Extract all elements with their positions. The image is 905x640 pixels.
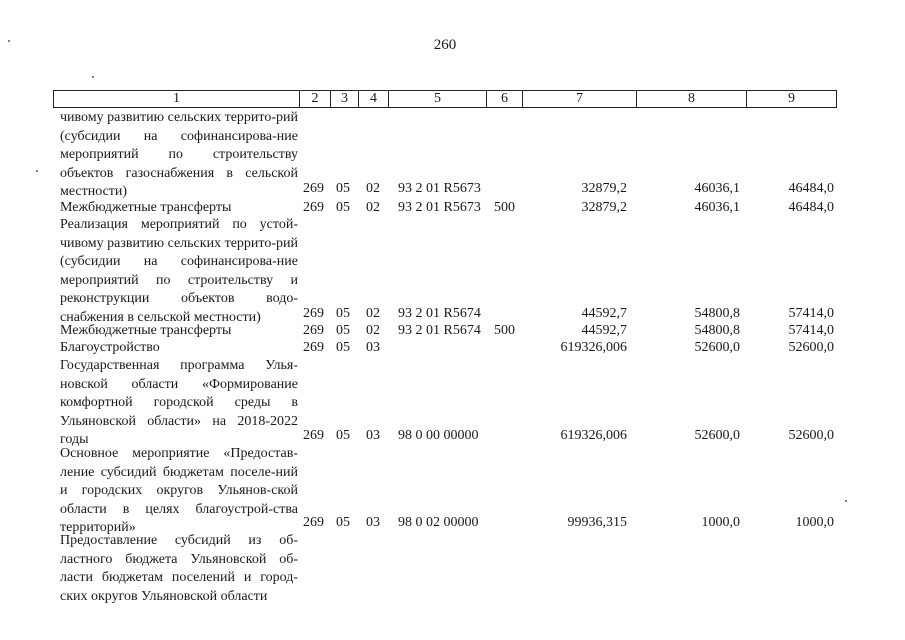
header-col-2: 2: [300, 91, 331, 107]
cell-pr: 02: [366, 200, 380, 215]
cell-year-2: 46036,1: [694, 181, 740, 196]
header-col-4: 4: [359, 91, 389, 107]
cell-csr: 98 0 02 00000: [398, 515, 479, 530]
row-name: чивому развитию сельских террито-рий (субсидии на софинансирова-ние мероприятий по строительству объектов газоснабжения в сельской местности): [60, 110, 298, 200]
cell-pr: 03: [366, 515, 380, 530]
cell-rz: 05: [336, 181, 350, 196]
scan-speck: [36, 170, 38, 172]
cell-year-3: 52600,0: [788, 340, 834, 355]
table-row: [0, 339, 905, 357]
cell-ved: 269: [303, 340, 324, 355]
cell-pr: 02: [366, 306, 380, 321]
row-name: Межбюджетные трансферты: [60, 200, 232, 215]
page-number: 260: [433, 37, 457, 53]
cell-year-1: 99936,315: [567, 515, 627, 530]
cell-rz: 05: [336, 323, 350, 338]
cell-year-2: 1000,0: [701, 515, 740, 530]
cell-rz: 05: [336, 428, 350, 443]
cell-year-1: 44592,7: [581, 306, 627, 321]
row-name: Государственная программа Улья-новской области «Формирование комфортной городской среды в Ульяновской области» на 2018-2022 годы: [60, 358, 298, 448]
cell-year-2: 46036,1: [694, 200, 740, 215]
cell-csr: 93 2 01 R5673: [398, 200, 481, 215]
cell-pr: 03: [366, 340, 380, 355]
cell-vr: 500: [494, 200, 515, 215]
cell-year-1: 619326,006: [560, 340, 627, 355]
table-row: [0, 514, 905, 532]
cell-year-3: 57414,0: [788, 306, 834, 321]
header-col-9: 9: [788, 91, 795, 106]
row-name: Основное мероприятие «Предостав-ление субсидий бюджетам поселе-ний и городских округов Ульянов-ской области в целях благоустрой-ства территорий»: [60, 446, 298, 536]
cell-year-2: 54800,8: [694, 306, 740, 321]
table-row: [0, 322, 905, 340]
cell-vr: 500: [494, 323, 515, 338]
cell-year-2: 52600,0: [694, 340, 740, 355]
cell-ved: 269: [303, 515, 324, 530]
cell-rz: 05: [336, 340, 350, 355]
cell-pr: 02: [366, 323, 380, 338]
cell-year-2: 54800,8: [694, 323, 740, 338]
cell-csr: 93 2 01 R5674: [398, 306, 481, 321]
header-col-7: 7: [523, 91, 637, 107]
table-row: [0, 305, 905, 323]
row-name: Предоставление субсидий из об-ластного бюджета Ульяновской об-ласти бюджетам поселений и город-ских округов Ульяновской области: [60, 533, 298, 604]
cell-year-3: 46484,0: [788, 200, 834, 215]
cell-csr: 93 2 01 R5673: [398, 181, 481, 196]
cell-year-3: 52600,0: [788, 428, 834, 443]
cell-year-2: 52600,0: [694, 428, 740, 443]
cell-pr: 03: [366, 428, 380, 443]
cell-rz: 05: [336, 306, 350, 321]
table-row: [0, 199, 905, 217]
cell-year-1: 32879,2: [581, 200, 627, 215]
cell-rz: 05: [336, 200, 350, 215]
cell-ved: 269: [303, 428, 324, 443]
header-col-1: 1: [54, 91, 300, 107]
scan-speck: [92, 76, 94, 78]
cell-ved: 269: [303, 306, 324, 321]
cell-year-1: 32879,2: [581, 181, 627, 196]
cell-pr: 02: [366, 181, 380, 196]
cell-year-3: 57414,0: [788, 323, 834, 338]
row-name: Благоустройство: [60, 340, 160, 355]
cell-rz: 05: [336, 515, 350, 530]
cell-year-3: 1000,0: [795, 515, 834, 530]
cell-year-3: 46484,0: [788, 181, 834, 196]
cell-year-1: 44592,7: [581, 323, 627, 338]
scan-speck: [845, 500, 847, 502]
table-row: [0, 180, 905, 198]
header-col-6: 6: [487, 91, 523, 107]
cell-ved: 269: [303, 181, 324, 196]
cell-ved: 269: [303, 323, 324, 338]
header-col-3: 3: [331, 91, 359, 107]
cell-year-1: 619326,006: [560, 428, 627, 443]
row-name: Межбюджетные трансферты: [60, 323, 232, 338]
header-col-8: 8: [637, 91, 747, 107]
table-row: [0, 427, 905, 445]
row-name: Реализация мероприятий по устой-чивому развитию сельских террито-рий (субсидии на софинансирова-ние мероприятий по строительству и реконструкции объектов водо-снабжения в сельской местности): [60, 217, 298, 325]
header-col-5: 5: [389, 91, 487, 107]
cell-ved: 269: [303, 200, 324, 215]
cell-csr: 93 2 01 R5674: [398, 323, 481, 338]
scan-speck: [8, 40, 10, 42]
cell-csr: 98 0 00 00000: [398, 428, 479, 443]
